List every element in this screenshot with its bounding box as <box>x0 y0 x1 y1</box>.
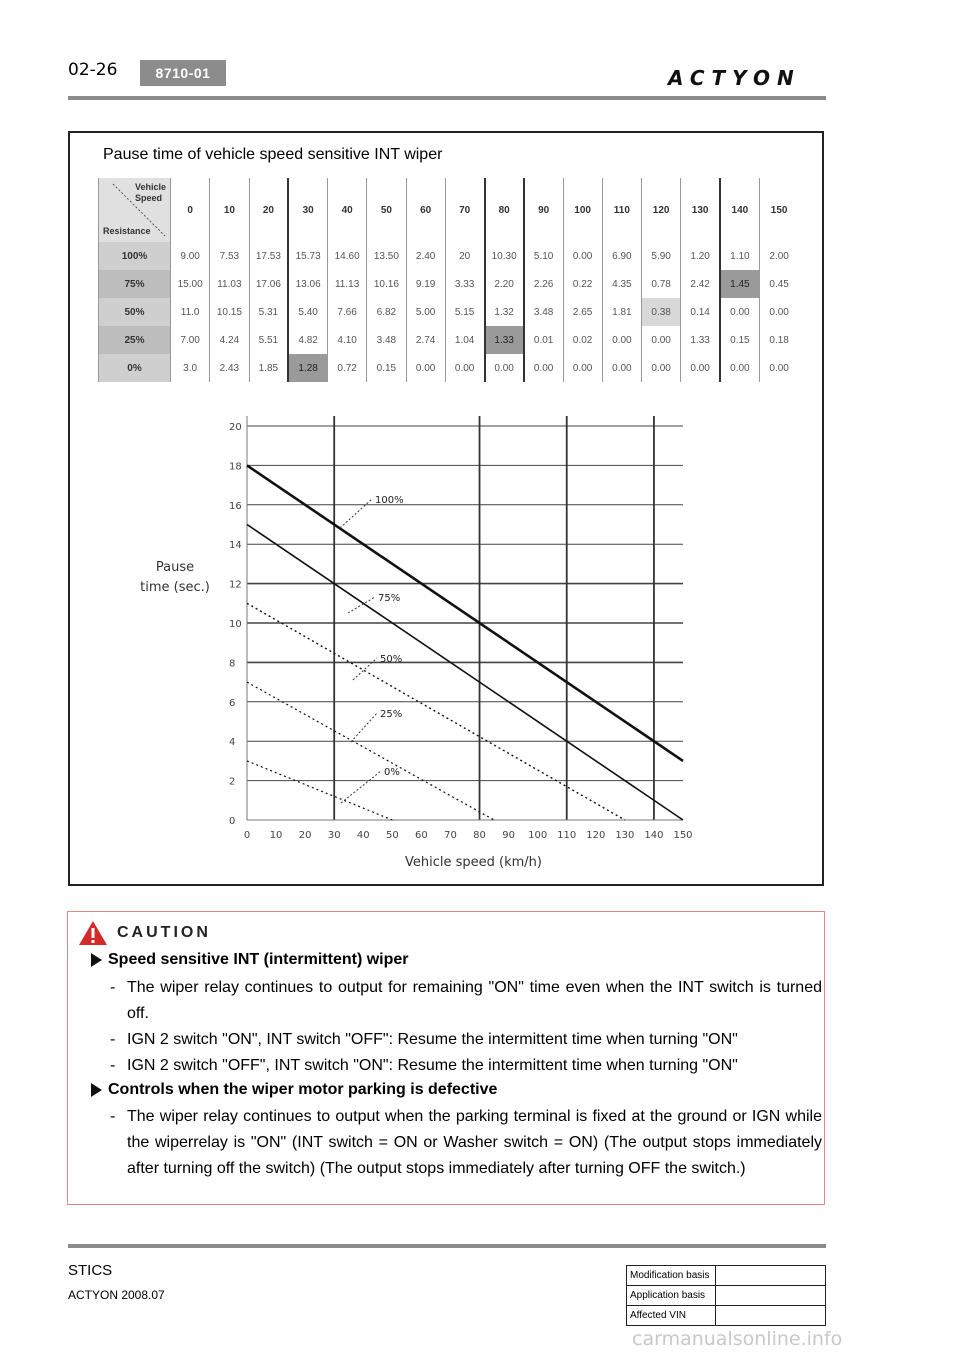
table-cell: 0.14 <box>681 298 720 326</box>
series-label: 0% <box>384 767 400 778</box>
bullet-dash: - <box>110 1108 116 1125</box>
table-cell: 15.00 <box>171 270 210 298</box>
resistance-label: Resistance <box>103 226 151 236</box>
table-cell: 0.00 <box>642 354 681 382</box>
table-cell: 0.00 <box>642 326 681 354</box>
table-cell: 5.10 <box>524 242 563 270</box>
table-row <box>627 1306 826 1326</box>
list-item-text: IGN 2 switch "ON", INT switch "OFF": Resume the intermittent time when turning "ON" <box>127 1031 738 1048</box>
table-cell: 2.43 <box>210 354 249 382</box>
table-cell: 2.65 <box>563 298 602 326</box>
table-cell: 4.35 <box>602 270 641 298</box>
list-item-text: IGN 2 switch "OFF", INT switch "ON": Resume the intermittent time when turning "ON" <box>127 1057 738 1074</box>
table-row <box>99 326 799 354</box>
resistance-row-label: 25% <box>99 326 171 354</box>
table-cell: 0.45 <box>759 270 798 298</box>
list-item <box>110 975 822 1027</box>
y-tick-label: 16 <box>229 500 242 512</box>
table-cell: 1.85 <box>249 354 288 382</box>
x-tick-label: 100 <box>528 830 548 840</box>
section-code-badge: 8710-01 <box>140 60 226 86</box>
series-leader-line <box>353 658 377 680</box>
speed-header: 90 <box>524 178 563 242</box>
table-cell: 10.15 <box>210 298 249 326</box>
table-cell: 0.00 <box>563 354 602 382</box>
series-label: 75% <box>378 593 401 604</box>
model-edition: ACTYON 2008.07 <box>68 1288 165 1302</box>
manual-name: STICS <box>68 1262 113 1279</box>
pause-time-chart <box>215 410 695 840</box>
table-row <box>99 298 799 326</box>
table-cell: 11.03 <box>210 270 249 298</box>
table-row <box>99 242 799 270</box>
table-cell: 10.30 <box>485 242 524 270</box>
warning-triangle-icon <box>78 920 108 946</box>
table-cell: 0.00 <box>445 354 484 382</box>
table-cell: 5.40 <box>288 298 327 326</box>
table-cell: 0.00 <box>406 354 445 382</box>
x-tick-label: 0 <box>243 830 251 840</box>
x-axis-title: Vehicle speed (km/h) <box>405 855 542 870</box>
resistance-row-label: 50% <box>99 298 171 326</box>
y-tick-label: 14 <box>229 540 242 552</box>
table-cell: 0.02 <box>563 326 602 354</box>
y-tick-label: 10 <box>229 619 242 630</box>
list-item <box>110 1104 822 1204</box>
section-heading: Speed sensitive INT (intermittent) wiper <box>108 951 409 968</box>
table-header-row <box>99 178 799 242</box>
table-row <box>627 1286 826 1306</box>
table-row <box>99 270 799 298</box>
x-tick-label: 50 <box>385 830 399 840</box>
x-tick-label: 70 <box>444 830 457 840</box>
table-cell: 2.26 <box>524 270 563 298</box>
x-tick-label: 10 <box>269 830 283 840</box>
speed-header: 100 <box>563 178 602 242</box>
speed-header: 140 <box>720 178 759 242</box>
y-tick-label: 0 <box>229 816 236 827</box>
table-cell: 5.90 <box>642 242 681 270</box>
resistance-row-label: 0% <box>99 354 171 382</box>
table-cell: 4.82 <box>288 326 327 354</box>
x-tick-label: 20 <box>298 830 312 840</box>
table-body <box>99 242 799 382</box>
y-tick-label: 2 <box>229 776 236 788</box>
vehicle-speed-label: Vehicle Speed <box>135 182 167 203</box>
list-item-text: The wiper relay continues to output when the parking terminal is fixed at the ground or IGN while the wiperrelay is "ON" (INT switch = ON or Washer switch = ON) (The output stops immediately after turning off the switch) (The output stops immediately after turning OFF the switch.) <box>127 1108 822 1177</box>
table-cell: 5.31 <box>249 298 288 326</box>
table-cell: 2.00 <box>759 242 798 270</box>
table-cell: 4.10 <box>328 326 367 354</box>
x-tick-label: 130 <box>615 830 635 840</box>
bullet-dash: - <box>110 979 116 996</box>
table-cell: 1.33 <box>485 326 524 354</box>
speed-header: 110 <box>602 178 641 242</box>
section-heading: Controls when the wiper motor parking is defective <box>108 1081 498 1098</box>
table-cell: 0.72 <box>328 354 367 382</box>
speed-header: 40 <box>328 178 367 242</box>
table-cell: 7.53 <box>210 242 249 270</box>
header-divider <box>68 96 826 100</box>
table-cell: 5.15 <box>445 298 484 326</box>
table-cell: 0.78 <box>642 270 681 298</box>
table-cell: 0.00 <box>602 354 641 382</box>
table-cell: 13.06 <box>288 270 327 298</box>
table-cell: 20 <box>445 242 484 270</box>
table-cell: 7.66 <box>328 298 367 326</box>
speed-header: 10 <box>210 178 249 242</box>
table-cell: 0.00 <box>485 354 524 382</box>
series-leader-line <box>341 771 381 803</box>
table-cell: 0.15 <box>367 354 406 382</box>
table-cell: 0.00 <box>759 298 798 326</box>
x-tick-label: 120 <box>586 830 606 840</box>
x-tick-label: 150 <box>673 830 693 840</box>
table-cell: 11.13 <box>328 270 367 298</box>
brand-logo: ACTYON <box>668 66 801 90</box>
table-cell: 1.33 <box>681 326 720 354</box>
speed-header: 60 <box>406 178 445 242</box>
table-cell: 6.82 <box>367 298 406 326</box>
table-cell: 3.33 <box>445 270 484 298</box>
table-corner-cell <box>99 178 171 242</box>
speed-header: 30 <box>288 178 327 242</box>
table-row <box>99 354 799 382</box>
series-line-100pct <box>247 465 683 761</box>
table-cell: 15.73 <box>288 242 327 270</box>
figure-title: Pause time of vehicle speed sensitive INT wiper <box>103 146 443 163</box>
table-cell: 10.16 <box>367 270 406 298</box>
list-item <box>110 1053 822 1079</box>
table-cell: 0.18 <box>759 326 798 354</box>
series-leader-line <box>348 597 375 613</box>
bullet-dash: - <box>110 1057 116 1074</box>
x-tick-label: 60 <box>415 830 428 840</box>
x-tick-label: 140 <box>644 830 664 840</box>
basis-label: Affected VIN <box>627 1306 716 1326</box>
table-cell: 0.22 <box>563 270 602 298</box>
series-line-75pct <box>247 525 683 821</box>
series-label: 100% <box>375 495 404 506</box>
table-cell: 1.28 <box>288 354 327 382</box>
y-tick-label: 6 <box>229 697 236 709</box>
y-tick-label: 8 <box>229 658 236 670</box>
play-arrow-icon <box>91 953 102 967</box>
speed-header: 50 <box>367 178 406 242</box>
y-tick-label: 12 <box>229 579 242 591</box>
table-cell: 0.00 <box>524 354 563 382</box>
series-line-25pct <box>247 682 494 820</box>
list-item-text: The wiper relay continues to output for remaining "ON" time even when the INT switch is turned off. <box>127 979 822 1022</box>
speed-header: 20 <box>249 178 288 242</box>
basis-value <box>716 1266 826 1286</box>
table-cell: 0.01 <box>524 326 563 354</box>
table-cell: 11.0 <box>171 298 210 326</box>
y-axis-title-word: Pause time (sec.) <box>140 560 210 595</box>
basis-label: Application basis <box>627 1286 716 1306</box>
table-cell: 17.06 <box>249 270 288 298</box>
table-cell: 2.42 <box>681 270 720 298</box>
x-tick-label: 90 <box>502 830 515 840</box>
table-cell: 7.00 <box>171 326 210 354</box>
series-line-0pct <box>247 761 392 820</box>
table-cell: 2.74 <box>406 326 445 354</box>
x-tick-label: 80 <box>473 830 486 840</box>
table-cell: 13.50 <box>367 242 406 270</box>
y-tick-label: 4 <box>229 737 236 749</box>
table-cell: 1.45 <box>720 270 759 298</box>
speed-header: 120 <box>642 178 681 242</box>
table-cell: 2.40 <box>406 242 445 270</box>
y-axis-title <box>140 558 210 598</box>
table-cell: 6.90 <box>602 242 641 270</box>
table-cell: 9.00 <box>171 242 210 270</box>
table-row <box>627 1266 826 1286</box>
speed-header: 130 <box>681 178 720 242</box>
table-cell: 0.00 <box>563 242 602 270</box>
watermark: carmanualsonline.info <box>632 1328 843 1350</box>
page-number: 02-26 <box>68 60 118 80</box>
table-cell: 1.81 <box>602 298 641 326</box>
table-cell: 0.00 <box>720 298 759 326</box>
table-cell: 3.48 <box>367 326 406 354</box>
series-leader-line <box>340 499 372 528</box>
pause-time-table <box>98 178 799 382</box>
table-cell: 4.24 <box>210 326 249 354</box>
footer-divider <box>68 1244 826 1248</box>
bullet-dash: - <box>110 1031 116 1048</box>
resistance-row-label: 100% <box>99 242 171 270</box>
table-cell: 0.00 <box>759 354 798 382</box>
table-cell: 1.10 <box>720 242 759 270</box>
table-cell: 0.15 <box>720 326 759 354</box>
series-label: 50% <box>380 654 403 665</box>
basis-table <box>626 1265 826 1326</box>
series-label: 25% <box>380 709 403 720</box>
table-cell: 17.53 <box>249 242 288 270</box>
caution-title: CAUTION <box>117 924 211 941</box>
x-tick-label: 30 <box>327 830 341 840</box>
resistance-row-label: 75% <box>99 270 171 298</box>
table-cell: 1.04 <box>445 326 484 354</box>
basis-label: Modification basis <box>627 1266 716 1286</box>
table-cell: 3.0 <box>171 354 210 382</box>
table-cell: 1.20 <box>681 242 720 270</box>
table-cell: 5.51 <box>249 326 288 354</box>
table-cell: 0.00 <box>602 326 641 354</box>
table-cell: 3.48 <box>524 298 563 326</box>
play-arrow-icon <box>91 1083 102 1097</box>
y-tick-label: 18 <box>229 461 242 473</box>
table-cell: 1.32 <box>485 298 524 326</box>
basis-value <box>716 1306 826 1326</box>
basis-value <box>716 1286 826 1306</box>
series-leader-line <box>351 713 377 742</box>
table-cell: 0.38 <box>642 298 681 326</box>
speed-header: 70 <box>445 178 484 242</box>
table-cell: 14.60 <box>328 242 367 270</box>
table-cell: 5.00 <box>406 298 445 326</box>
list-item <box>110 1027 822 1053</box>
table-cell: 9.19 <box>406 270 445 298</box>
speed-header: 80 <box>485 178 524 242</box>
y-tick-label: 20 <box>229 422 242 433</box>
x-tick-label: 110 <box>557 830 577 840</box>
x-tick-label: 40 <box>356 830 370 840</box>
table-cell: 2.20 <box>485 270 524 298</box>
table-cell: 0.00 <box>681 354 720 382</box>
speed-header: 150 <box>759 178 798 242</box>
speed-header: 0 <box>171 178 210 242</box>
table-cell: 0.00 <box>720 354 759 382</box>
